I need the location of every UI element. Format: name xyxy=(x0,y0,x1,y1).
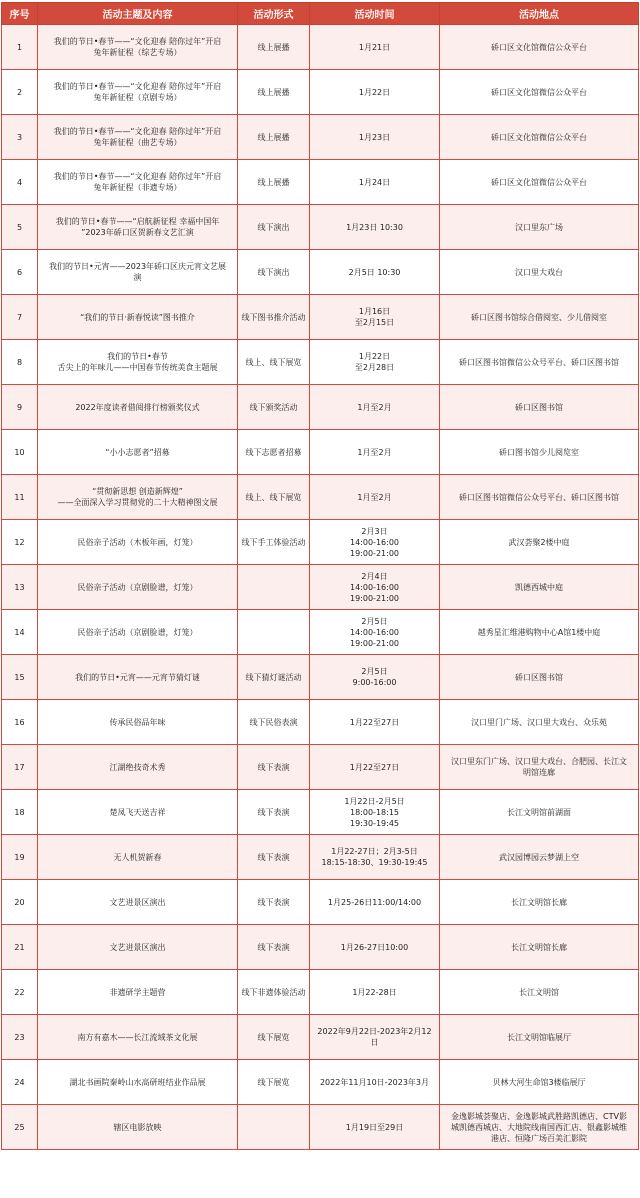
row-number-cell: 5 xyxy=(2,205,38,250)
table-row xyxy=(2,1105,639,1150)
place-cell xyxy=(440,610,639,655)
theme-cell-line: 兔年新征程（京剧专场） xyxy=(93,93,182,102)
table-row xyxy=(2,925,639,970)
form-cell-line: 线下图书推介活动 xyxy=(241,312,306,322)
theme-cell-line: 我们的节日•春节——“启航新征程 幸福中国年 xyxy=(55,217,220,226)
theme-cell-line: 民俗亲子活动（京剧脸谱，灯笼） xyxy=(77,627,198,637)
row-number-cell: 23 xyxy=(2,1015,38,1060)
form-cell-line: 线下表演 xyxy=(257,897,290,907)
row-number-cell: 10 xyxy=(2,430,38,475)
place-cell-line: 硚口区文化馆微信公众平台 xyxy=(491,42,587,52)
theme-cell xyxy=(38,115,238,160)
row-number-cell: 18 xyxy=(2,790,38,835)
table-row xyxy=(2,745,639,790)
time-cell xyxy=(310,1060,440,1105)
row-number-cell: 4 xyxy=(2,160,38,205)
form-cell-line: 线上展播 xyxy=(257,177,290,187)
time-cell-line: 2022年11月10日-2023年3月 xyxy=(319,1077,430,1087)
time-cell-line: 1月至2月 xyxy=(357,447,392,457)
time-cell-line: 14:00-16:00 xyxy=(350,627,399,637)
time-cell-line: 2月5日 10:30 xyxy=(348,267,401,277)
theme-cell xyxy=(38,250,238,295)
time-cell-line: 1月23日 10:30 xyxy=(346,222,403,232)
time-cell-line: 1月22日 xyxy=(358,87,391,97)
place-cell-line: 硚口区图书馆综合借阅室、少儿借阅室 xyxy=(471,312,607,322)
time-cell xyxy=(310,340,440,385)
time-cell-line: 18:15-18:30、19:30-19:45 xyxy=(321,858,428,867)
place-cell xyxy=(440,925,639,970)
theme-cell xyxy=(38,565,238,610)
table-row xyxy=(2,385,639,430)
theme-cell-line: ——全面深入学习贯彻党的二十大精神图文展 xyxy=(57,498,218,507)
row-number-cell: 11 xyxy=(2,475,38,520)
time-cell-line: 1月22日-2月5日 xyxy=(344,796,405,806)
form-cell xyxy=(238,250,310,295)
row-number-cell: 15 xyxy=(2,655,38,700)
form-cell xyxy=(238,1015,310,1060)
time-cell-line: 1月16日 xyxy=(358,307,391,316)
theme-cell xyxy=(38,25,238,70)
form-cell-line: 线下手工体验活动 xyxy=(241,537,306,547)
place-cell-line: 硚口区图书馆 xyxy=(515,402,563,412)
theme-cell-line: “我们的节日·新春悦读”图书推介 xyxy=(80,312,195,322)
row-number-cell: 3 xyxy=(2,115,38,160)
form-cell xyxy=(238,430,310,475)
table-row xyxy=(2,295,639,340)
form-cell xyxy=(238,880,310,925)
form-cell xyxy=(238,520,310,565)
table-row xyxy=(2,1015,639,1060)
header-form: 活动形式 xyxy=(238,3,310,25)
time-cell-line: 2月3日 xyxy=(361,526,388,536)
place-cell-line: 越秀星汇维港购物中心A馆1楼中庭 xyxy=(477,627,601,637)
time-cell xyxy=(310,25,440,70)
time-cell-line: 1月至2月 xyxy=(357,492,392,502)
theme-cell-line: “小小志愿者”招募 xyxy=(105,447,170,457)
time-cell xyxy=(310,1105,440,1150)
theme-cell-line: ”2023年硚口区贺新春文艺汇演 xyxy=(81,228,194,237)
theme-cell-line: 我们的节日•元宵——元宵节猜灯谜 xyxy=(75,672,200,682)
time-cell-line: 1月19日至29日 xyxy=(345,1122,404,1132)
theme-cell-line: 2022年度读者借阅排行榜颁奖仪式 xyxy=(75,402,200,412)
theme-cell-line: 辖区电影放映 xyxy=(113,1122,162,1132)
place-cell-line: 港店、恒隆广场百美汇影院 xyxy=(491,1133,587,1143)
theme-cell xyxy=(38,790,238,835)
row-number-cell: 14 xyxy=(2,610,38,655)
place-cell xyxy=(440,250,639,295)
time-cell-line: 14:00-16:00 xyxy=(350,582,399,592)
table-row xyxy=(2,790,639,835)
form-cell-line: 线下演出 xyxy=(257,222,290,232)
row-number-cell: 6 xyxy=(2,250,38,295)
row-number-cell: 9 xyxy=(2,385,38,430)
place-cell xyxy=(440,790,639,835)
theme-cell xyxy=(38,880,238,925)
theme-cell xyxy=(38,835,238,880)
theme-cell-line: 非遗研学主题营 xyxy=(109,987,166,997)
theme-cell xyxy=(38,1060,238,1105)
table-row xyxy=(2,565,639,610)
time-cell-line: 1月23日 xyxy=(358,132,391,142)
place-cell-line: 汉口里东广场 xyxy=(515,222,563,232)
place-cell-line: 硚口区文化馆微信公众平台 xyxy=(491,177,587,187)
theme-cell xyxy=(38,430,238,475)
time-cell xyxy=(310,610,440,655)
place-cell xyxy=(440,340,639,385)
theme-cell-line: 江湖绝技奇术秀 xyxy=(109,762,166,772)
place-cell xyxy=(440,1060,639,1105)
form-cell xyxy=(238,1060,310,1105)
form-cell xyxy=(238,340,310,385)
time-cell-line: 1月22至27日 xyxy=(349,762,400,772)
header-time: 活动时间 xyxy=(310,3,440,25)
table-header-row xyxy=(2,3,639,25)
form-cell-line: 线上、线下展览 xyxy=(245,357,302,367)
activity-table xyxy=(1,2,639,1150)
table-row xyxy=(2,655,639,700)
form-cell xyxy=(238,610,310,655)
table-row xyxy=(2,475,639,520)
place-cell-line: 城凯德西城店、大地院线南国西汇店、银鑫影城维 xyxy=(451,1122,627,1132)
theme-cell xyxy=(38,70,238,115)
place-cell xyxy=(440,835,639,880)
place-cell xyxy=(440,430,639,475)
form-cell-line: 线下志愿者招募 xyxy=(245,447,302,457)
form-cell xyxy=(238,205,310,250)
table-row xyxy=(2,250,639,295)
table-row xyxy=(2,880,639,925)
place-cell-line: 汉口里门广场、汉口里大戏台、众乐苑 xyxy=(471,717,607,727)
row-number-cell: 8 xyxy=(2,340,38,385)
header-no: 序号 xyxy=(2,3,38,25)
place-cell-line: 硚口区图书馆微信公众号平台、硚口区图书馆 xyxy=(459,492,619,502)
form-cell xyxy=(238,475,310,520)
row-number-cell: 16 xyxy=(2,700,38,745)
place-cell-line: 汉口里大戏台 xyxy=(515,267,563,277)
place-cell xyxy=(440,1105,639,1150)
form-cell-line: 线下表演 xyxy=(257,942,290,952)
form-cell xyxy=(238,295,310,340)
form-cell xyxy=(238,70,310,115)
time-cell-line: 1月21日 xyxy=(358,42,391,52)
theme-cell-line: 演 xyxy=(133,273,142,282)
time-cell xyxy=(310,565,440,610)
time-cell-line: 1月22-27日；2月3-5日 xyxy=(331,847,418,856)
time-cell-line: 1月25-26日11:00/14:00 xyxy=(327,897,422,907)
form-cell-line: 线下颁奖活动 xyxy=(249,402,298,412)
table-row xyxy=(2,700,639,745)
theme-cell xyxy=(38,340,238,385)
form-cell xyxy=(238,385,310,430)
table-row xyxy=(2,970,639,1015)
theme-cell-line: 传承民俗品年味 xyxy=(109,717,166,727)
theme-cell-line: 我们的节日•春节——“文化迎春 陪你过年”开启 xyxy=(53,37,222,46)
form-cell xyxy=(238,745,310,790)
time-cell xyxy=(310,295,440,340)
time-cell xyxy=(310,475,440,520)
place-cell-line: 武汉园博园云梦湖上空 xyxy=(499,852,579,862)
form-cell-line: 线下民俗表演 xyxy=(249,717,298,727)
place-cell-line: 长江文明馆长廊 xyxy=(511,897,567,907)
time-cell xyxy=(310,385,440,430)
time-cell xyxy=(310,700,440,745)
activity-table-container xyxy=(1,2,638,1150)
place-cell-line: 长江文明馆 xyxy=(519,987,559,997)
time-cell-line: 2月5日 xyxy=(361,667,388,676)
table-row xyxy=(2,205,639,250)
theme-cell-line: 南方有嘉木——长江流域茶文化展 xyxy=(77,1032,198,1042)
time-cell xyxy=(310,655,440,700)
form-cell-line: 线下表演 xyxy=(257,852,290,862)
time-cell xyxy=(310,1015,440,1060)
time-cell xyxy=(310,205,440,250)
theme-cell xyxy=(38,385,238,430)
time-cell xyxy=(310,745,440,790)
row-number-cell: 7 xyxy=(2,295,38,340)
place-cell-line: 凯德西城中庭 xyxy=(515,582,563,592)
place-cell xyxy=(440,880,639,925)
table-row xyxy=(2,430,639,475)
time-cell xyxy=(310,520,440,565)
time-cell xyxy=(310,880,440,925)
form-cell xyxy=(238,700,310,745)
place-cell xyxy=(440,565,639,610)
form-cell-line: 线上展播 xyxy=(257,87,290,97)
place-cell xyxy=(440,295,639,340)
theme-cell-line: 楚凤飞天送吉祥 xyxy=(109,807,166,817)
time-cell-line: 至2月15日 xyxy=(354,318,395,327)
place-cell xyxy=(440,475,639,520)
row-number-cell: 2 xyxy=(2,70,38,115)
form-cell xyxy=(238,565,310,610)
place-cell-line: 武汉荟聚2楼中庭 xyxy=(508,537,570,547)
time-cell-line: 1月22至27日 xyxy=(349,717,400,727)
form-cell xyxy=(238,835,310,880)
theme-cell xyxy=(38,205,238,250)
form-cell-line: 线下非遗体验活动 xyxy=(241,987,306,997)
form-cell-line: 线下表演 xyxy=(257,807,290,817)
table-row xyxy=(2,70,639,115)
theme-cell xyxy=(38,475,238,520)
theme-cell-line: 兔年新征程（综艺专场） xyxy=(93,48,182,57)
place-cell-line: 硚口区文化馆微信公众平台 xyxy=(491,87,587,97)
table-row xyxy=(2,1060,639,1105)
place-cell xyxy=(440,520,639,565)
time-cell xyxy=(310,790,440,835)
place-cell-line: 硚口区图书馆微信公众号平台、硚口区图书馆 xyxy=(459,357,619,367)
place-cell xyxy=(440,1015,639,1060)
time-cell-line: 1月26-27日10:00 xyxy=(340,942,409,952)
form-cell xyxy=(238,160,310,205)
time-cell-line: 18:00-18:15 xyxy=(350,807,399,817)
form-cell-line: 线下猜灯谜活动 xyxy=(245,672,302,682)
theme-cell xyxy=(38,610,238,655)
row-number-cell: 19 xyxy=(2,835,38,880)
time-cell-line: 19:30-19:45 xyxy=(350,818,399,828)
place-cell xyxy=(440,970,639,1015)
table-row xyxy=(2,25,639,70)
time-cell-line: 19:00-21:00 xyxy=(350,638,399,648)
theme-cell-line: 湖北书画院秦岭山水高研班结业作品展 xyxy=(69,1077,206,1087)
form-cell xyxy=(238,970,310,1015)
place-cell-line: 长江文明馆临展厅 xyxy=(507,1032,571,1042)
place-cell xyxy=(440,115,639,160)
time-cell xyxy=(310,160,440,205)
theme-cell xyxy=(38,160,238,205)
place-cell-line: 贝林大河生命馆3楼临展厅 xyxy=(492,1077,586,1087)
place-cell xyxy=(440,160,639,205)
theme-cell-line: 我们的节日•春节——“文化迎春 陪你过年”开启 xyxy=(53,127,222,136)
row-number-cell: 24 xyxy=(2,1060,38,1105)
time-cell xyxy=(310,70,440,115)
form-cell-line: 线下展览 xyxy=(257,1077,290,1087)
time-cell-line: 2022年9月22日-2023年2月12 xyxy=(317,1027,432,1036)
row-number-cell: 17 xyxy=(2,745,38,790)
theme-cell-line: 兔年新征程（非遗专场） xyxy=(93,183,182,192)
theme-cell-line: 民俗亲子活动（木板年画，灯笼） xyxy=(77,537,198,547)
time-cell xyxy=(310,925,440,970)
theme-cell-line: “贯彻新思想 创造新辉煌” xyxy=(92,487,183,496)
table-row xyxy=(2,835,639,880)
theme-cell xyxy=(38,745,238,790)
theme-cell-line: 文艺进景区演出 xyxy=(109,897,166,907)
theme-cell-line: 兔年新征程（曲艺专场） xyxy=(93,138,182,147)
theme-cell xyxy=(38,970,238,1015)
theme-cell xyxy=(38,700,238,745)
place-cell-line: 硚口图书馆少儿阅览室 xyxy=(499,447,579,457)
theme-cell-line: 舌尖上的年味儿——中国春节传统美食主题展 xyxy=(57,363,218,372)
time-cell-line: 1月至2月 xyxy=(357,402,392,412)
form-cell xyxy=(238,790,310,835)
table-body xyxy=(2,25,639,1150)
time-cell-line: 1月24日 xyxy=(358,177,391,187)
form-cell-line: 线上展播 xyxy=(257,132,290,142)
row-number-cell: 25 xyxy=(2,1105,38,1150)
place-cell-line: 金逸影城荟聚店、金逸影城武胜路凯德店、CTV影 xyxy=(451,1111,627,1121)
theme-cell xyxy=(38,1015,238,1060)
form-cell-line: 线下演出 xyxy=(257,267,290,277)
time-cell-line: 至2月28日 xyxy=(354,363,395,372)
row-number-cell: 12 xyxy=(2,520,38,565)
place-cell xyxy=(440,205,639,250)
time-cell-line: 1月22日 xyxy=(358,352,391,361)
time-cell xyxy=(310,970,440,1015)
form-cell xyxy=(238,925,310,970)
form-cell xyxy=(238,25,310,70)
place-cell-line: 明馆连廊 xyxy=(523,768,555,777)
form-cell-line: 线上展播 xyxy=(257,42,290,52)
time-cell-line: 14:00-16:00 xyxy=(350,537,399,547)
place-cell xyxy=(440,745,639,790)
place-cell xyxy=(440,385,639,430)
place-cell-line: 汉口里东门广场、汉口里大戏台、合肥园、长江文 xyxy=(451,757,627,766)
theme-cell xyxy=(38,520,238,565)
table-row xyxy=(2,340,639,385)
place-cell-line: 硚口区文化馆微信公众平台 xyxy=(491,132,587,142)
theme-cell-line: 我们的节日•春节——“文化迎春 陪你过年”开启 xyxy=(53,172,222,181)
time-cell xyxy=(310,115,440,160)
form-cell-line: 线上、线下展览 xyxy=(245,492,302,502)
row-number-cell: 1 xyxy=(2,25,38,70)
form-cell-line: 线下展览 xyxy=(257,1032,290,1042)
place-cell xyxy=(440,655,639,700)
place-cell xyxy=(440,25,639,70)
theme-cell-line: 我们的节日•春节 xyxy=(107,352,168,361)
time-cell-line: 2月5日 xyxy=(361,616,388,626)
form-cell xyxy=(238,1105,310,1150)
time-cell-line: 日 xyxy=(370,1038,379,1047)
time-cell-line: 19:00-21:00 xyxy=(350,548,399,558)
row-number-cell: 13 xyxy=(2,565,38,610)
place-cell-line: 长江文明馆长廊 xyxy=(511,942,567,952)
table-row xyxy=(2,610,639,655)
theme-cell xyxy=(38,925,238,970)
header-theme: 活动主题及内容 xyxy=(38,3,238,25)
place-cell-line: 长江文明馆前湖面 xyxy=(507,807,571,817)
theme-cell xyxy=(38,295,238,340)
time-cell-line: 2月4日 xyxy=(361,571,388,581)
time-cell-line: 19:00-21:00 xyxy=(350,593,399,603)
place-cell xyxy=(440,700,639,745)
form-cell-line: 线下表演 xyxy=(257,762,290,772)
row-number-cell: 21 xyxy=(2,925,38,970)
table-row xyxy=(2,115,639,160)
time-cell xyxy=(310,430,440,475)
time-cell xyxy=(310,835,440,880)
theme-cell xyxy=(38,655,238,700)
time-cell-line: 9:00-16:00 xyxy=(352,678,397,687)
place-cell-line: 硚口区图书馆 xyxy=(515,672,563,682)
row-number-cell: 20 xyxy=(2,880,38,925)
form-cell xyxy=(238,115,310,160)
theme-cell-line: 民俗亲子活动（京剧脸谱，灯笼） xyxy=(77,582,198,592)
row-number-cell: 22 xyxy=(2,970,38,1015)
header-place: 活动地点 xyxy=(440,3,639,25)
theme-cell-line: 文艺进景区演出 xyxy=(109,942,166,952)
table-row xyxy=(2,160,639,205)
form-cell xyxy=(238,655,310,700)
theme-cell xyxy=(38,1105,238,1150)
theme-cell-line: 我们的节日•春节——“文化迎春 陪你过年”开启 xyxy=(53,82,222,91)
time-cell-line: 1月22-28日 xyxy=(352,987,397,997)
place-cell xyxy=(440,70,639,115)
theme-cell-line: 无人机贺新春 xyxy=(113,852,162,862)
time-cell xyxy=(310,250,440,295)
table-row xyxy=(2,520,639,565)
theme-cell-line: 我们的节日•元宵——2023年硚口区庆元宵文艺展 xyxy=(48,262,227,271)
